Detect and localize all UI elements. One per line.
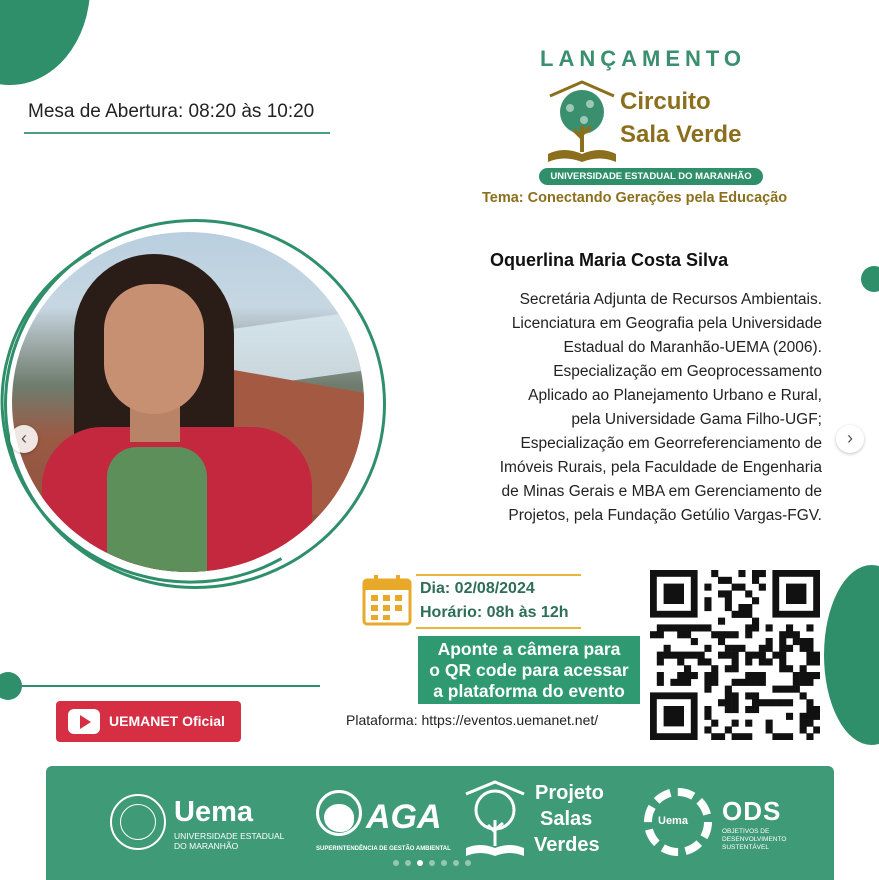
event-date: Dia: 02/08/2024 (420, 580, 535, 597)
carousel-dot[interactable] (465, 860, 471, 866)
calendar-icon (362, 574, 412, 626)
divider-line (416, 574, 581, 576)
youtube-channel-label: UEMANET Oficial (109, 713, 225, 729)
ods-sub-line: OBJETIVOS DE (722, 828, 770, 835)
carousel-dot[interactable] (441, 860, 447, 866)
uema-seal-inner (120, 804, 156, 840)
cta-line: o QR code para acessar (429, 660, 629, 680)
uema-sub-line: UNIVERSIDADE ESTADUAL (174, 831, 285, 841)
qr-instruction-box (418, 636, 640, 704)
dot-decoration (861, 266, 879, 292)
bio-line: Imóveis Rurais, pela Faculdade de Engenharia (499, 459, 822, 476)
bio-line: de Minas Gerais e MBA em Gerenciamento de (501, 483, 822, 500)
bio-line: Estadual do Maranhão-UEMA (2006). (563, 339, 822, 356)
chevron-right-icon: › (847, 428, 853, 448)
corner-decoration (0, 0, 90, 85)
uema-logo-subtitle (174, 831, 284, 851)
university-ribbon: UNIVERSIDADE ESTADUAL DO MARANHÃO (539, 168, 763, 185)
bio-line: Especialização em Georreferenciamento de (520, 435, 822, 452)
event-time: Horário: 08h às 12h (420, 604, 569, 621)
launch-title: LANÇAMENTO (540, 46, 747, 71)
aga-logo-subtitle: SUPERINTENDÊNCIA DE GESTÃO AMBIENTAL (316, 846, 451, 852)
ods-logo-text: ODS (722, 796, 782, 826)
ods-logo-subtitle (722, 828, 786, 852)
projeto-logo-text: Salas (540, 808, 593, 830)
speaker-name: Oquerlina Maria Costa Silva (490, 250, 729, 270)
bio-line: Secretária Adjunta de Recursos Ambientais. (519, 291, 822, 308)
divider-line (20, 685, 320, 687)
aga-logo-text: AGA (366, 798, 442, 836)
carousel-prev-button[interactable] (10, 425, 38, 453)
carousel-dot[interactable] (453, 860, 459, 866)
projeto-logo-text: Verdes (534, 834, 600, 856)
ods-wheel-label: Uema (658, 815, 688, 827)
uema-sub-line: DO MARANHÃO (174, 841, 239, 851)
youtube-channel-button[interactable] (56, 701, 241, 742)
youtube-play-icon (68, 709, 100, 734)
tree-book-icon (462, 780, 528, 860)
carousel-pagination (390, 853, 474, 871)
carousel-next-button[interactable] (836, 425, 864, 453)
divider-line (416, 627, 581, 629)
carousel-dot[interactable] (405, 860, 411, 866)
carousel-dot[interactable] (417, 860, 423, 866)
bio-line: pela Universidade Gama Filho-UGF; (571, 411, 822, 428)
speaker-bio (436, 288, 822, 528)
tree-book-logo-icon (546, 80, 618, 166)
bio-line: Especialização em Geoprocessamento (553, 363, 822, 380)
uema-logo-text: Uema (174, 796, 253, 828)
bio-line: Licenciatura em Geografia pela Universidade (511, 315, 822, 332)
side-decoration (824, 565, 879, 745)
dot-decoration (0, 672, 22, 700)
event-theme: Tema: Conectando Gerações pela Educação (482, 190, 788, 206)
ods-sub-line: SUSTENTÁVEL (722, 844, 769, 851)
ods-sub-line: DESENVOLVIMENTO (722, 836, 787, 843)
opening-session-time: Mesa de Abertura: 08:20 às 10:20 (28, 101, 315, 122)
sala-verde-title: Sala Verde (620, 121, 742, 148)
globe-leaf-icon (324, 804, 354, 832)
carousel-dot[interactable] (393, 860, 399, 866)
divider-line (24, 132, 330, 134)
qr-code[interactable] (650, 570, 820, 740)
bio-line: Aplicado ao Planejamento Urbano e Rural, (528, 387, 822, 404)
cta-line: a plataforma do evento (433, 681, 625, 701)
chevron-left-icon: ‹ (21, 428, 27, 448)
projeto-logo-text: Projeto (535, 782, 604, 804)
circuito-title: Circuito (620, 88, 711, 115)
cta-line: Aponte a câmera para (437, 639, 621, 659)
carousel-dot[interactable] (429, 860, 435, 866)
bio-line: Projetos, pela Fundação Getúlio Vargas-FGV. (508, 507, 822, 524)
platform-url[interactable]: Plataforma: https://eventos.uemanet.net/ (346, 712, 599, 728)
